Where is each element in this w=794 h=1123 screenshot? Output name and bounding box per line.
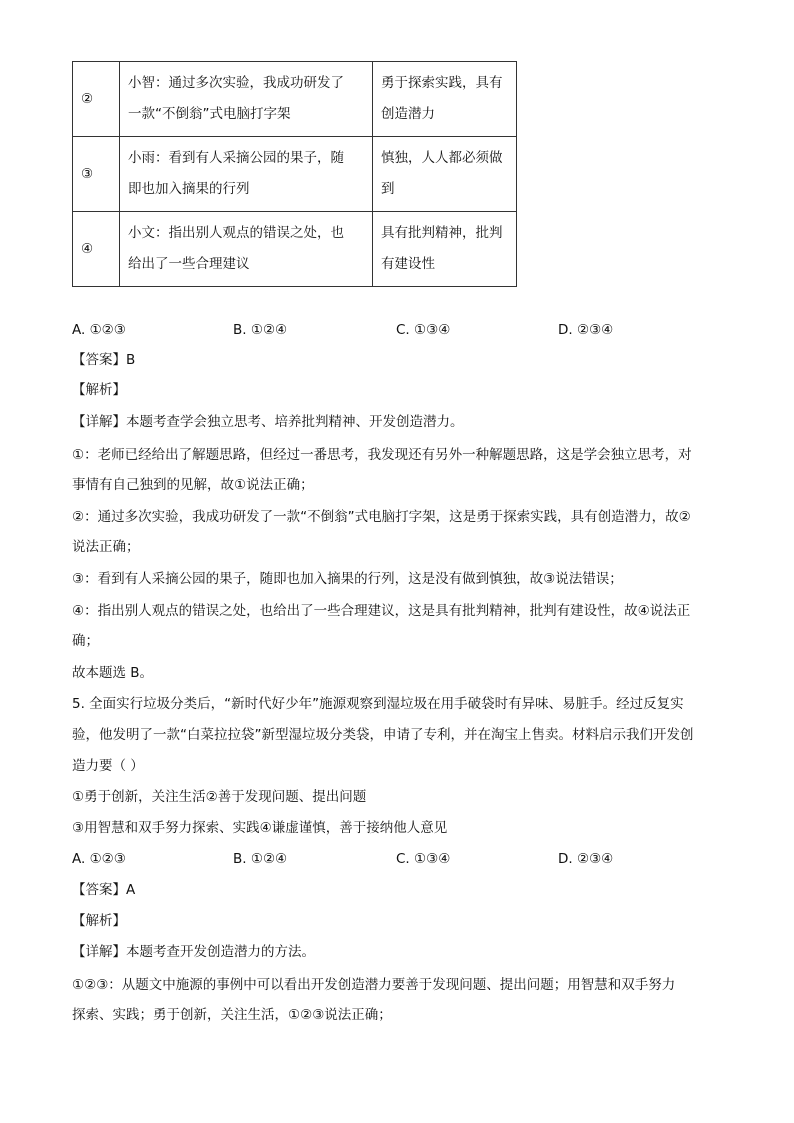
q4-paragraph: ①：老师已经给出了解题思路，但经过一番思考，我发现还有另外一种解题思路，这是学会独立思考，对 — [72, 447, 692, 463]
row-evaluation-line: 具有批判精神，批判 — [381, 225, 503, 241]
q4-option-c: C. ①③④ — [396, 322, 451, 338]
row-number: ③ — [73, 137, 120, 212]
row-evaluation-line: 创造潜力 — [381, 106, 435, 122]
question-table — [72, 61, 517, 287]
q4-paragraph: 事情有自己独到的见解，故①说法正确； — [72, 477, 314, 493]
q4-answer: 【答案】B — [72, 352, 136, 368]
row-evaluation-line: 到 — [381, 181, 395, 197]
table-row — [73, 62, 517, 137]
q5-option-d: D. ②③④ — [558, 851, 614, 867]
q4-option-d: D. ②③④ — [558, 322, 614, 338]
row-evaluation — [373, 212, 517, 287]
q5-detail: 【详解】本题考查开发创造潜力的方法。 — [72, 944, 315, 960]
row-evaluation-line: 有建设性 — [381, 256, 435, 272]
table-row — [73, 212, 517, 287]
row-number: ④ — [73, 212, 120, 287]
row-evaluation — [373, 137, 517, 212]
q5-stem: 验，他发明了一款“白菜拉拉袋”新型湿垃圾分类袋，申请了专利，并在淘宝上售卖。材料启示我们开发创 — [72, 727, 694, 743]
q4-paragraph: 确； — [72, 633, 99, 649]
row-description-line: 小智：通过多次实验，我成功研发了 — [128, 75, 344, 91]
row-evaluation — [373, 62, 517, 137]
row-description — [120, 212, 373, 287]
q4-paragraph: ②：通过多次实验，我成功研发了一款“不倒翁”式电脑打字架，这是勇于探索实践，具有创造潜力，故② — [72, 509, 691, 525]
q5-choices: ①勇于创新，关注生活②善于发现问题、提出问题 — [72, 789, 367, 805]
row-description-line: 给出了一些合理建议 — [128, 256, 250, 272]
row-description-line: 一款“不倒翁”式电脑打字架 — [128, 106, 291, 122]
row-description-line: 小文：指出别人观点的错误之处，也 — [128, 225, 344, 241]
q5-paragraph: 探索、实践；勇于创新，关注生活，①②③说法正确； — [72, 1007, 392, 1023]
q4-conclusion: 故本题选 B。 — [72, 665, 154, 681]
q5-option-a: A. ①②③ — [72, 851, 126, 867]
table-row — [73, 137, 517, 212]
row-number: ② — [73, 62, 120, 137]
q5-answer: 【答案】A — [72, 882, 136, 898]
q5-paragraph: ①②③：从题文中施源的事例中可以看出开发创造潜力要善于发现问题、提出问题；用智慧和双手努力 — [72, 977, 676, 993]
row-description-line: 即也加入摘果的行列 — [128, 181, 250, 197]
q5-stem: 5. 全面实行垃圾分类后，“新时代好少年”施源观察到湿垃圾在用手破袋时有异味、易脏手。经过反复实 — [72, 696, 684, 712]
q4-option-b: B. ①②④ — [233, 322, 288, 338]
q4-paragraph: 说法正确； — [72, 539, 140, 555]
q4-analysis-label: 【解析】 — [72, 382, 126, 398]
q5-analysis-label: 【解析】 — [72, 913, 126, 929]
row-evaluation-line: 慎独，人人都必须做 — [381, 150, 503, 166]
row-description — [120, 137, 373, 212]
q4-paragraph: ③：看到有人采摘公园的果子，随即也加入摘果的行列，这是没有做到慎独，故③说法错误； — [72, 571, 623, 587]
q5-choices: ③用智慧和双手努力探索、实践④谦虚谨慎，善于接纳他人意见 — [72, 820, 448, 836]
q4-paragraph: ④：指出别人观点的错误之处，也给出了一些合理建议，这是具有批判精神，批判有建设性，故④说法正 — [72, 603, 691, 619]
q5-option-c: C. ①③④ — [396, 851, 451, 867]
row-evaluation-line: 勇于探索实践，具有 — [381, 75, 503, 91]
q4-option-a: A. ①②③ — [72, 322, 126, 338]
q4-detail: 【详解】本题考查学会独立思考、培养批判精神、开发创造潜力。 — [72, 414, 464, 430]
row-description — [120, 62, 373, 137]
row-description-line: 小雨：看到有人采摘公园的果子，随 — [128, 150, 344, 166]
q5-option-b: B. ①②④ — [233, 851, 288, 867]
q5-stem: 造力要（ ） — [72, 758, 144, 774]
